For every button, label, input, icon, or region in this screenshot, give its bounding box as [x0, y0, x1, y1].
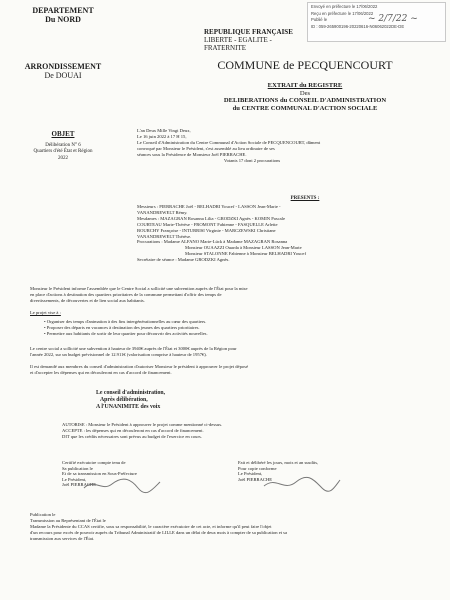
intro-line: Le 16 juin 2022 à 17 H 15,: [137, 133, 187, 139]
body-line: Il est demandé aux membres du conseil d'administration d'autoriser Monsieur le président à approuver le projet déposé: [30, 363, 249, 369]
sig-right-line: Pour copie conforme: [238, 465, 277, 471]
body-paragraph-1: [30, 286, 442, 304]
footer-line: Madame la Présidente du CCAS certifie, sous sa responsabilité, le caractère exécutoire de cet acte, et informe qu'il peut faire l'objet: [30, 523, 272, 529]
intro-line: Le Conseil d'Administration du Centre Communal d'Action Sociale de PECQUENCOURT, dûment: [137, 139, 321, 145]
presents-line: VANANDREWELT Rémy.: [137, 209, 188, 215]
republic-name: REPUBLIQUE FRANÇAISE: [204, 28, 293, 36]
republic-motto: LIBERTE - EGALITE - FRATERNITE: [204, 36, 272, 52]
votants-line: Votants 17 dont 2 procurations: [223, 157, 281, 163]
sig-left-line: Le Président,: [62, 476, 87, 482]
deliberation-number: Délibération N° 6: [45, 143, 81, 148]
sig-left-line: Certifié exécutoire compte tenu de: [62, 460, 126, 465]
body-line: divertissements, de découvertes et de lien social aux habitants.: [30, 297, 145, 303]
footer-line: d'un recours pour excès de pouvoir auprès du Tribunal Administratif de LILLE dans un délai de deux mois à compter de sa publication et sa: [30, 529, 287, 535]
extract-heading: [170, 82, 440, 112]
stamp-signature: ~ 2/7/22 ~: [368, 14, 418, 24]
department-name: Du NORD: [45, 15, 81, 24]
goal-text: Permettre aux habitants de sortir de leur quartier pour découvrir des activités nouvelles.: [46, 330, 208, 336]
stamp-published: Publié le: [311, 17, 328, 23]
extract-line-4: du CENTRE COMMUNAL D'ACTION SOCIALE: [232, 104, 378, 112]
presents-line: Procurations : Madame ALFANO Marie-Lück à Madame MAZAGRAN Rosanna: [137, 239, 288, 245]
intro-paragraph: [137, 128, 447, 163]
presents-line: Secrétaire de séance : Madame GRODZKI Agnès.: [137, 257, 230, 263]
body-line: et d'accepter les dépenses qui en découleront en cas d'accord de financement.: [30, 369, 172, 375]
objet-label: OBJET: [51, 130, 75, 138]
intro-line: convoqué par Monsieur le Président, s'est assemblé au lieu ordinaire de ses: [137, 145, 275, 151]
department-block: [14, 6, 112, 24]
intro-line: séances sous la Présidence de Monsieur Joël PIERRACHE.: [137, 151, 247, 157]
republic-header: [204, 28, 314, 52]
objet-block: [14, 130, 112, 162]
footer-line: transmission aux services de l'État.: [30, 535, 95, 541]
signature-scribble-left: [82, 476, 162, 494]
sig-right-line: Le Président,: [238, 471, 263, 477]
sig-right-line: Fait et délibéré les jours, mois et an susdits,: [238, 460, 319, 465]
stamp-received: Reçu en préfecture le 17/06/2022: [311, 10, 374, 16]
footer-block: [30, 512, 444, 542]
goal-item: • Organiser des temps d'animation à des fins intergénérationnelles au cœur des quartiers.: [44, 318, 207, 324]
presents-line: Messieurs : PIERRACHE Joël - BELHADRI Youcef - LASSON Jean-Marie -: [137, 204, 281, 209]
decision-line: Après délibération,: [100, 397, 148, 403]
stamp-id: ID : 059-265900196-20220616-N06062022DE-DE: [311, 23, 405, 29]
extract-line-1: EXTRAIT du REGISTRE: [267, 82, 343, 89]
presents-line: VANANDREWELT Thérèse.: [137, 233, 192, 239]
commune-title: COMMUNE de PECQUENCOURT: [217, 58, 393, 72]
department-label: DEPARTEMENT: [32, 6, 94, 15]
footer-line: Transmission au Représentant de l'État le: [30, 517, 106, 523]
arrondissement-name: De DOUAI: [44, 71, 82, 80]
decision-line: A l'UNANIMITE des voix: [96, 404, 161, 410]
presents-line: Monsieur OUAAZZI Ouarda à Monsieur LASSON Jean-Marie: [185, 245, 302, 251]
intro-line: L'an Deux Mille Vingt Deux,: [137, 128, 191, 133]
presents-title: PRESENTS :: [290, 196, 320, 201]
sig-left-line: Et de sa transmission en Sous-Préfecture: [62, 471, 137, 477]
authorize-line: DIT que les crédits nécessaires sont prévus au budget de l'exercice en cours.: [62, 433, 202, 439]
arrondissement-block: [14, 62, 112, 80]
presents-line: COURTEAU Marie-Thérèse - FROMONT Fabienne - FASQUELLE Arlette: [137, 221, 278, 227]
footer-line: Publication le: [30, 512, 56, 517]
extract-line-2: Des: [299, 89, 311, 97]
objet-text: Quartiers d'été État et Région 2022: [33, 149, 93, 161]
signature-scribble-right: [262, 476, 342, 494]
goal-text: Proposer des départs en vacances à destination des jeunes des quartiers prioritaires.: [46, 324, 200, 330]
prefecture-stamp: [307, 2, 446, 42]
decision-block: [96, 390, 165, 411]
presents-line: BOURCHY Françoise - INTURRISI Virginie - MARCZEWSKI Christiane: [137, 227, 276, 233]
project-goals: [30, 310, 442, 337]
presents-line: Monsieur STALONNE Fabienne à Monsieur BELHADRI Youcef: [185, 251, 306, 257]
authorize-line: AUTORISE : Monsieur le Président à approuver le projet comme mentionné ci-dessus.: [62, 422, 223, 427]
sig-left-line: Joël PIERRACHE: [62, 482, 97, 488]
presents-line: Mesdames : MAZAGRAN Rosanna Lilia - GRODZKI Agnès - KOMIN Pascale: [137, 215, 285, 221]
authorize-line: ACCEPTE : les dépenses qui en découleront en cas d'accord de financement.: [62, 427, 204, 433]
sig-left-line: Sa publication le: [62, 465, 93, 471]
body-paragraph-2: [30, 346, 442, 376]
goals-title: Le projet vise à :: [30, 310, 61, 315]
goal-item: • Permettre aux habitants de sortir de leur quartier pour découvrir des activités nouvelles.: [44, 330, 208, 336]
body-line: Monsieur le Président informe l'assemblée que le Centre Social a sollicité une subvention auprès de l'État pour la mise: [30, 286, 248, 291]
arrondissement-label: ARRONDISSEMENT: [24, 62, 102, 71]
presents-list: [137, 204, 447, 263]
body-line: Le centre social a sollicité une subvention à hauteur de 3940€ auprès de l'État et 3000€ auprès de la Région pour: [30, 346, 237, 351]
decision-line: Le conseil d'administration,: [96, 390, 166, 396]
authorization-block: [62, 422, 442, 440]
sig-right-line: Joël PIERRACHE: [238, 476, 273, 482]
body-line: en place d'actions à destination des quartiers prioritaires de la commune permettant d'offrir des temps de: [30, 291, 222, 297]
stamp-sent: Envoyé en préfecture le 17/06/2022: [311, 4, 378, 9]
body-line: l'année 2022, sur un budget prévisionnel de 12.911€ (valorisation comprise à hauteur de 1957€).: [30, 351, 207, 357]
goal-item: • Proposer des départs en vacances à destination des jeunes des quartiers prioritaires.: [44, 324, 200, 330]
goal-text: Organiser des temps d'animation à des fins intergénérationnelles au cœur des quartiers.: [46, 318, 207, 324]
extract-line-3: DELIBERATIONS du CONSEIL D'ADMINISTRATION: [223, 97, 387, 105]
